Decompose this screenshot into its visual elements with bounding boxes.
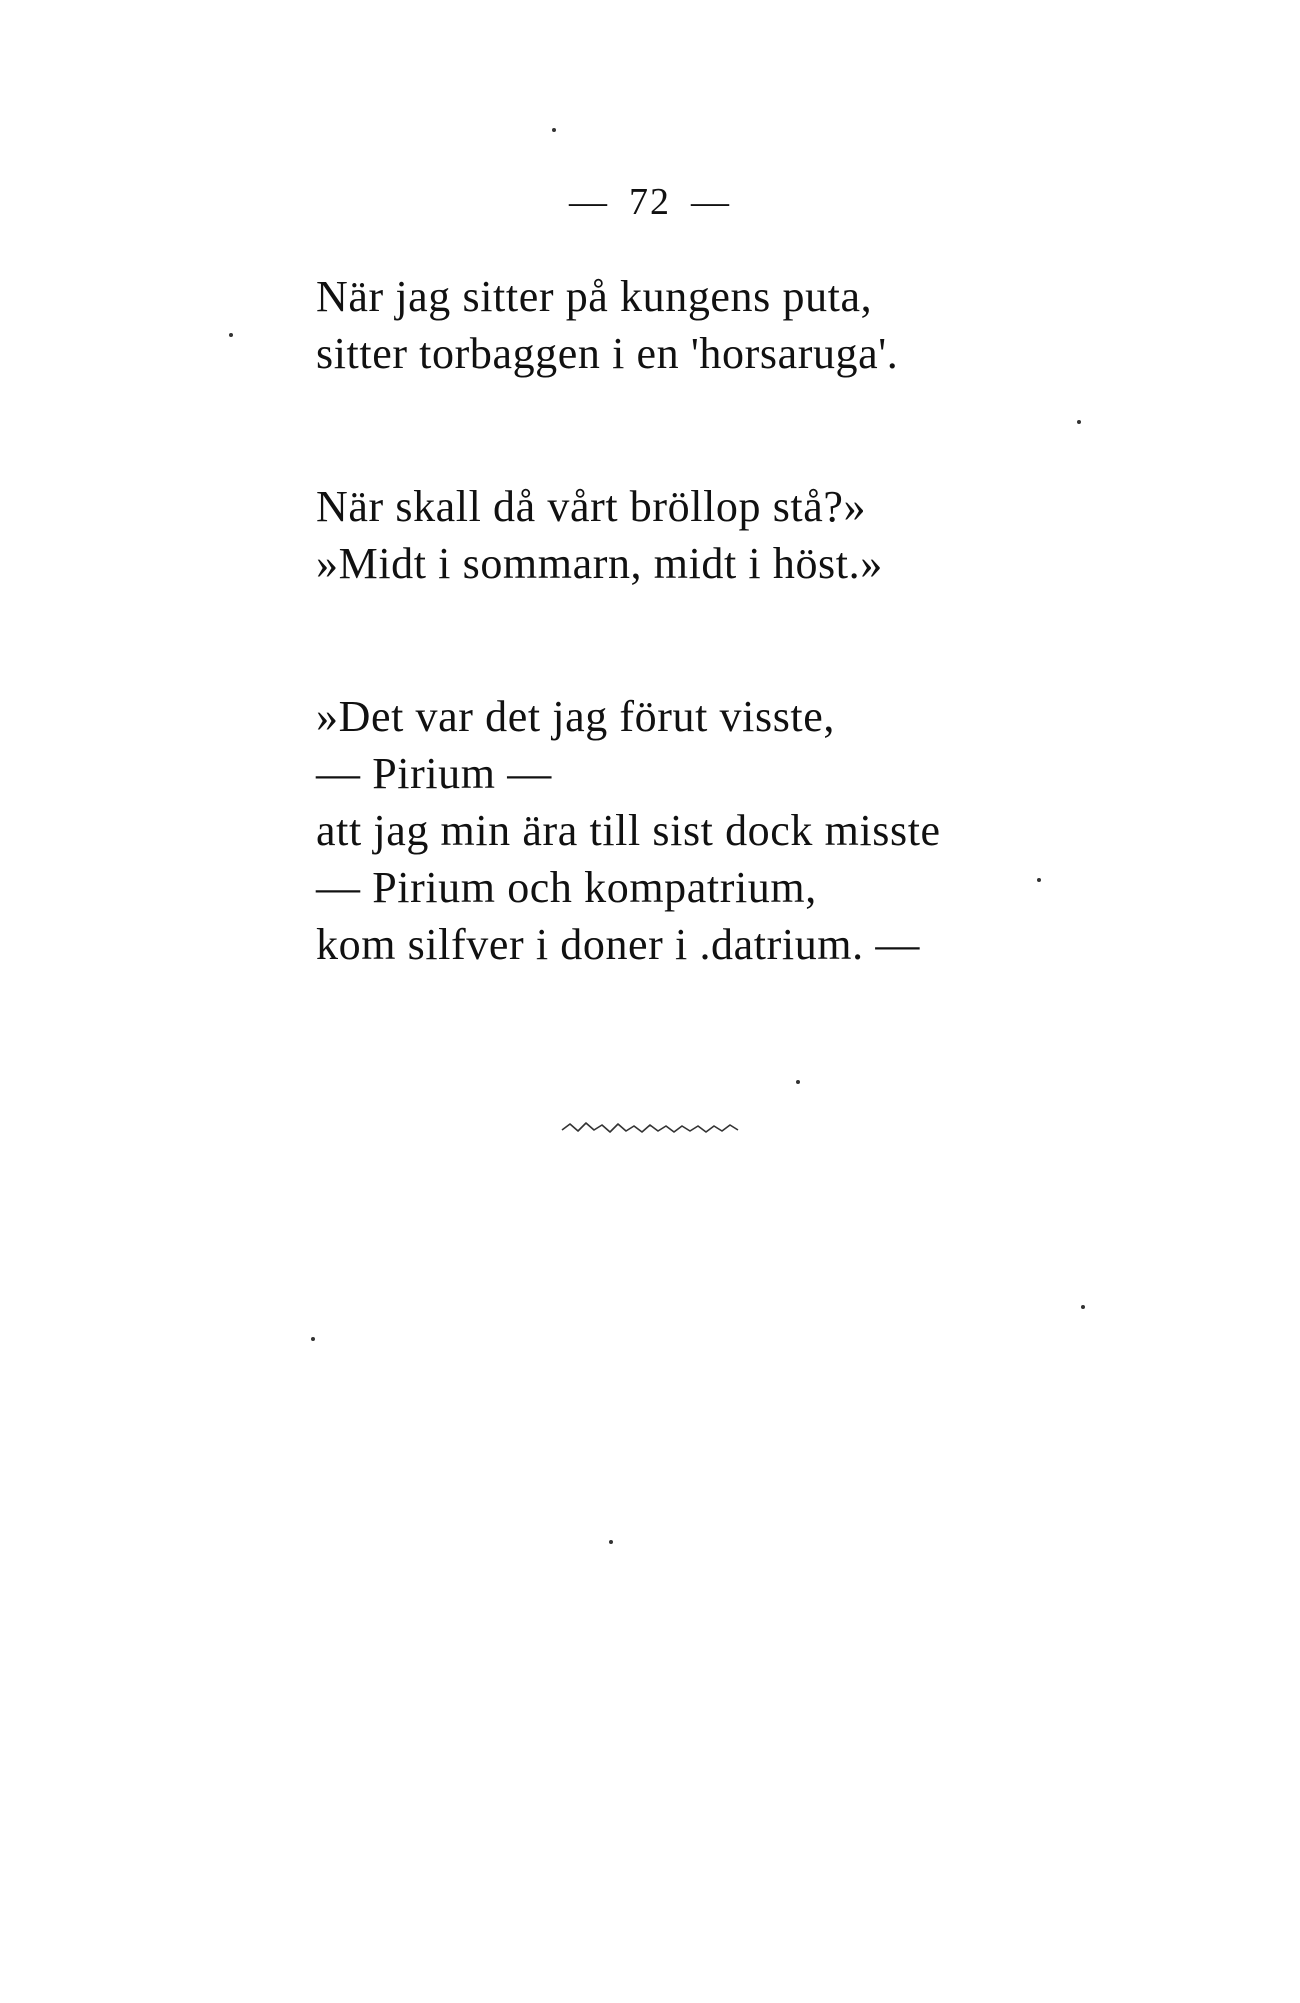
verse-line: »Midt i sommarn, midt i höst.» [316,539,883,588]
verse-line: sitter torbaggen i en 'horsaruga'. [316,329,899,378]
page-number: 72 [629,181,671,223]
header-dash-right: — [691,181,731,223]
speck [1077,420,1081,424]
verse-line: »Det var det jag förut visste, [316,692,835,741]
page-header [0,180,1300,224]
speck [1037,878,1041,882]
verse-line: — Pirium — [316,749,552,798]
speck [552,128,556,132]
wavy-line-ornament-icon [560,1118,740,1138]
verse-line: — Pirium och kompatrium, [316,863,817,912]
speck [609,1540,613,1544]
verse-line: att jag min ära till sist dock misste [316,806,941,855]
stanza-2 [316,478,1216,592]
speck [311,1337,315,1341]
speck [796,1080,800,1084]
verse-line: När skall då vårt bröllop stå?» [316,482,867,531]
verse-line: kom silfver i doner i .datrium. — [316,920,920,969]
speck [1081,1305,1085,1309]
speck [229,333,233,337]
verse-line: När jag sitter på kungens puta, [316,272,873,321]
ornament [0,1118,1300,1143]
stanza-1 [316,268,1216,382]
stanza-3 [316,688,1216,973]
header-dash-left: — [569,181,609,223]
